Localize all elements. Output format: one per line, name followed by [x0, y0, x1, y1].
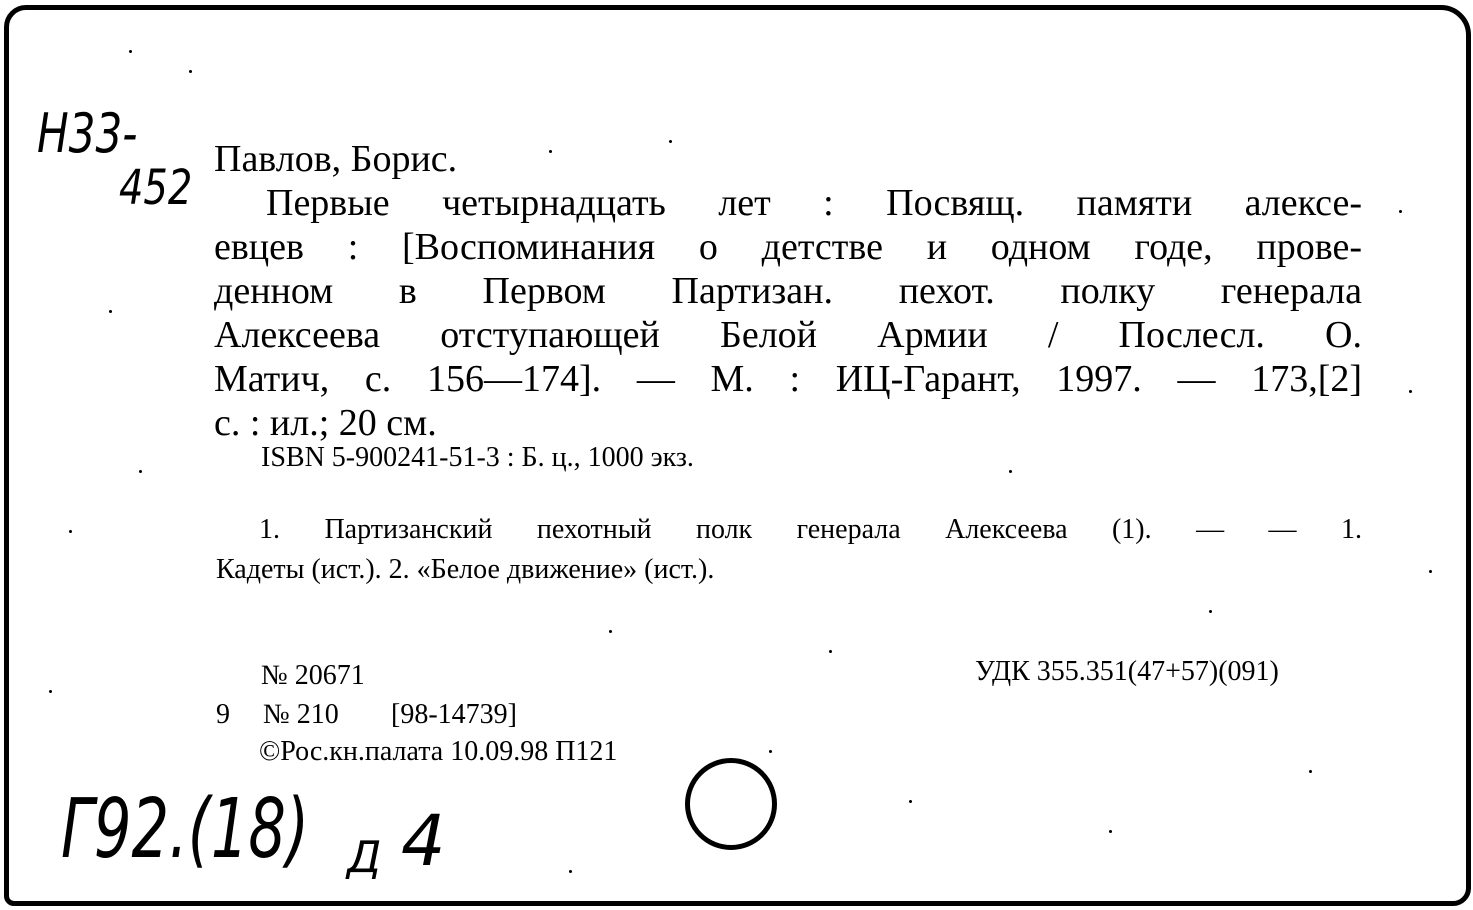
subject-line-2: Кадеты (ист.). 2. «Белое движение» (ист.). [216, 554, 715, 585]
entry-line-1: Первые четырнадцать лет : Посвящ. памяти алексе- [266, 182, 1362, 224]
entry-line-4: Алексеева отступающей Белой Армии / Послесл. О. [214, 314, 1362, 356]
author-heading: Павлов, Борис. [214, 138, 458, 180]
registration-number: № 20671 [261, 660, 365, 691]
entry-line-5: Матич, с. 156—174]. — М. : ИЦ-Гарант, 1997. — 173,[2] [214, 358, 1362, 400]
scan-speck [1209, 610, 1212, 613]
scan-speck [669, 140, 672, 143]
scan-speck [49, 690, 52, 693]
card-number: № 210 [263, 699, 339, 730]
scan-speck [609, 630, 612, 633]
shelf-mark-bottom-2: Д [347, 832, 382, 883]
scan-speck [69, 530, 72, 533]
shelf-mark-bottom-3: 4 [401, 800, 446, 882]
scan-speck [1309, 770, 1312, 773]
card-count-prefix: 9 [216, 699, 230, 730]
isbn-line: ISBN 5-900241-51-3 : Б. ц., 1000 экз. [261, 442, 694, 473]
shelf-mark-bottom-1: Г92.(18) [61, 782, 309, 877]
scan-speck [569, 870, 572, 873]
scan-speck [829, 650, 832, 653]
scan-speck [1399, 210, 1402, 213]
scan-speck [139, 470, 142, 473]
shelf-mark-top-2: 452 [119, 160, 193, 216]
stamp-circle [685, 758, 777, 850]
entry-line-3: денном в Первом Партизан. пехот. полку генерала [214, 270, 1362, 312]
shelf-mark-top-1: Н33- [37, 102, 138, 165]
scan-speck [1409, 390, 1412, 393]
entry-line-2: евцев : [Воспоминания о детстве и одном годе, прове- [214, 226, 1362, 268]
entry-line-6: с. : ил.; 20 см. [214, 402, 437, 444]
scan-speck [549, 150, 552, 153]
copyright-line: ©Рос.кн.палата 10.09.98 П121 [259, 736, 618, 767]
scan-speck [109, 310, 112, 313]
catalog-card [4, 5, 1471, 906]
scan-speck [189, 70, 192, 73]
scan-speck [909, 800, 912, 803]
scan-speck [129, 50, 132, 53]
scan-speck [769, 750, 772, 753]
scan-speck [1429, 570, 1432, 573]
udk-code: УДК 355.351(47+57)(091) [975, 656, 1279, 687]
subject-line-1: 1. Партизанский пехотный полк генерала Алексеева (1). — — 1. [259, 514, 1362, 545]
scan-speck [1109, 830, 1112, 833]
card-code: [98-14739] [391, 699, 517, 730]
scan-speck [1009, 470, 1012, 473]
